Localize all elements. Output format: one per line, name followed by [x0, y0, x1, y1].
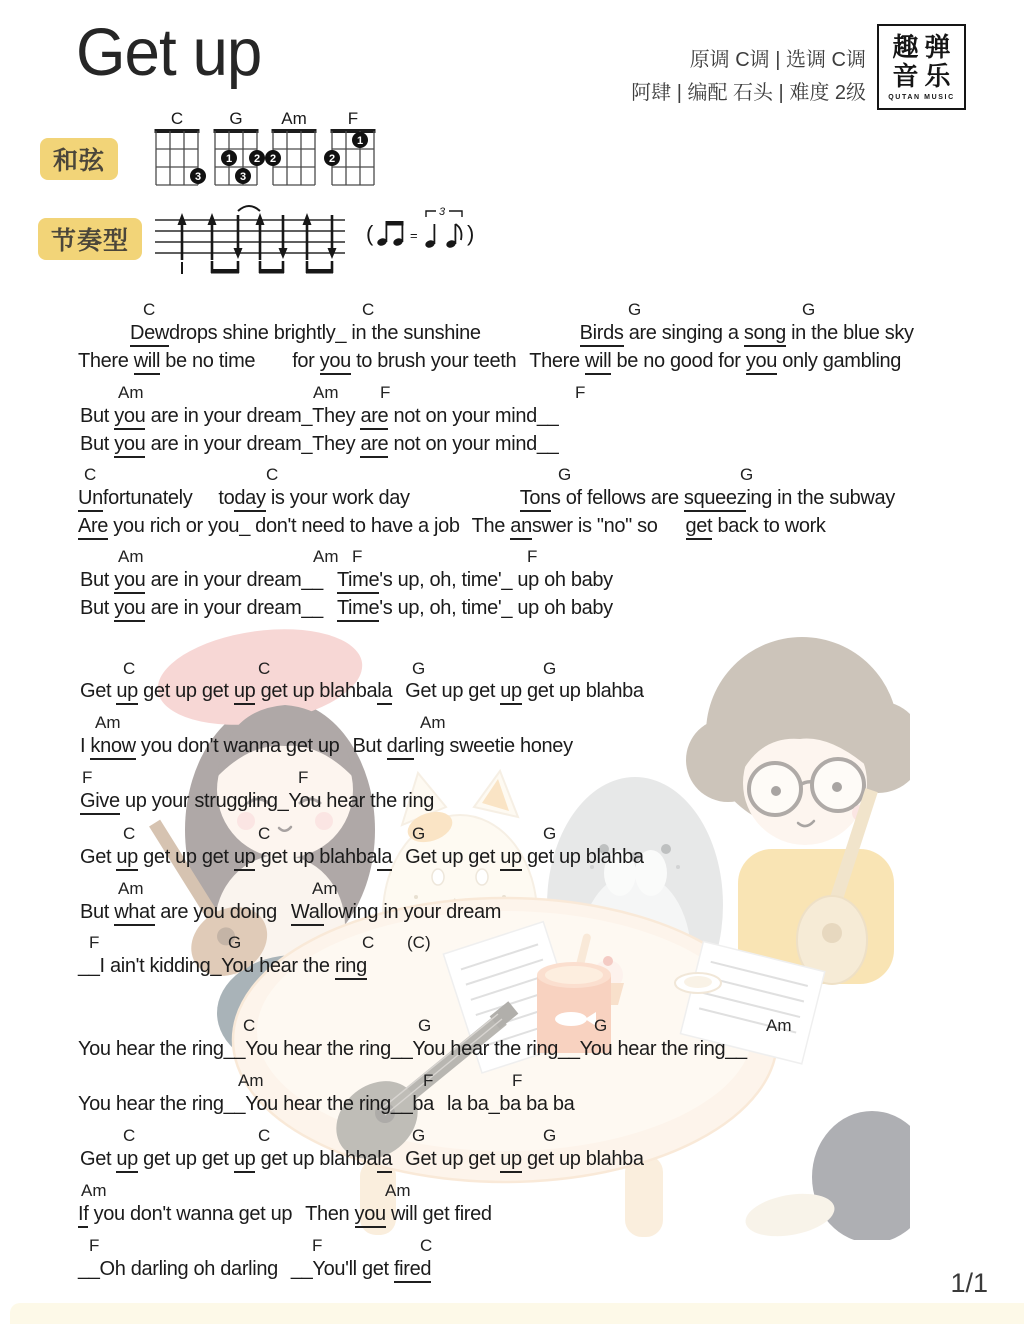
lyric-text: 's up, oh, time'_ up oh baby — [379, 569, 613, 591]
lyric-syllable-underlined: are — [360, 405, 388, 430]
chord-label: G — [740, 465, 754, 484]
lyric-line — [0, 789, 1024, 815]
chord-label: C — [258, 659, 271, 678]
chord-label: F — [89, 1236, 100, 1255]
chord-label: Am — [118, 547, 144, 566]
lyric-text: Get — [80, 1148, 117, 1170]
lyric-syllable-underlined: will — [585, 350, 611, 375]
lyric-syllable-underlined: Wal — [291, 901, 324, 926]
lyric-text: 's up, oh, time'_ up oh baby — [379, 597, 613, 619]
chord-label: G — [543, 659, 557, 678]
lyric-syllable-underlined: up — [116, 1148, 138, 1173]
lyric-gap — [460, 531, 472, 532]
lyric-text: back to work — [712, 515, 826, 537]
lyric-gap — [658, 531, 686, 532]
svg-text:): ) — [467, 221, 475, 246]
lyric-text: Get up get — [405, 1148, 501, 1170]
svg-text:F: F — [347, 109, 359, 128]
lyric-syllable-underlined: an — [510, 515, 532, 540]
chords-badge: 和弦 — [40, 138, 118, 180]
chord-line — [0, 1071, 1024, 1091]
chord-label: F — [527, 547, 538, 566]
lyric-text: are in your dream__ — [145, 597, 323, 619]
chord-label: C — [362, 300, 375, 319]
lyric-text: lowing in your dream — [323, 901, 502, 923]
lyric-text: The — [471, 515, 511, 537]
lyric-line — [0, 900, 1024, 926]
lyric-text: get up blahba — [521, 846, 644, 868]
lyric-text: get up blahba — [255, 846, 378, 868]
lyric-text: to — [218, 487, 235, 509]
lyric-line — [0, 679, 1024, 705]
svg-text:3: 3 — [439, 206, 446, 218]
lyric-text: You hear the ring__You hear the ring__ba — [78, 1093, 434, 1115]
lyric-text: are singing a — [623, 322, 744, 344]
lyric-syllable-underlined: you — [355, 1203, 386, 1228]
lyric-gap — [339, 751, 352, 752]
lyric-syllable-underlined: you — [746, 350, 777, 375]
chord-label: F — [575, 383, 586, 402]
lyric-syllable-underlined: you — [114, 569, 145, 594]
chord-label: Am — [313, 547, 339, 566]
lyric-text: be no time — [160, 350, 256, 372]
chord-line — [0, 713, 1024, 733]
chord-label: F — [82, 768, 93, 787]
lyric-text: swer is "no" so — [531, 515, 658, 537]
chord-line — [0, 933, 1024, 953]
chord-line — [0, 1236, 1024, 1256]
lyric-text: But — [80, 597, 115, 619]
lyric-syllable-underlined: ring — [335, 955, 367, 980]
chord-diagram-G — [207, 109, 265, 191]
lyric-syllable-underlined: you — [114, 405, 145, 430]
lyric-line — [0, 1092, 1024, 1118]
lyric-syllable-underlined: know — [90, 735, 135, 760]
lyric-text: drops shine brightly_ in the sunshine — [168, 322, 481, 344]
lyric-text: will get fired — [385, 1203, 492, 1225]
chord-label: F — [512, 1071, 523, 1090]
lyric-syllable-underlined: Birds — [580, 322, 624, 347]
lyric-text: There — [78, 350, 134, 372]
lyric-syllable-underlined: will — [134, 350, 160, 375]
chord-line — [0, 879, 1024, 899]
lyric-line — [0, 404, 1024, 430]
chord-label: (C) — [407, 933, 431, 952]
lyric-line — [0, 514, 1024, 540]
svg-text:1: 1 — [225, 152, 233, 165]
lyric-text: You hear the ring__You hear the ring__You hear the ring__You hear the ring__ — [78, 1038, 747, 1060]
chord-label: G — [802, 300, 816, 319]
chord-label: G — [228, 933, 242, 952]
lyric-syllable-underlined: Time — [337, 597, 379, 622]
chord-line — [0, 547, 1024, 567]
chord-label: C — [243, 1016, 256, 1035]
svg-text:Am: Am — [281, 109, 307, 128]
lyric-text: Get up get — [405, 680, 501, 702]
chord-label: G — [543, 1126, 557, 1145]
svg-text:(: ( — [366, 221, 374, 246]
lyric-syllable-underlined: up — [116, 680, 138, 705]
chord-label: Am — [238, 1071, 264, 1090]
lyric-gap — [277, 917, 291, 918]
chord-label: C — [84, 465, 97, 484]
chord-line — [0, 659, 1024, 679]
lyric-text: Get up get — [405, 846, 501, 868]
svg-text:2: 2 — [253, 152, 261, 165]
chord-label: G — [412, 1126, 426, 1145]
lyric-gap — [292, 1219, 305, 1220]
chord-label: F — [89, 933, 100, 952]
chord-label: G — [418, 1016, 432, 1035]
lyric-text: get up get — [137, 680, 234, 702]
chord-label: Am — [420, 713, 446, 732]
chord-label: F — [380, 383, 391, 402]
chord-label: F — [298, 768, 309, 787]
svg-text:G: G — [229, 109, 243, 128]
lyric-text: But — [80, 405, 115, 427]
rhythm-badge: 节奏型 — [38, 218, 142, 260]
chord-label: C — [258, 1126, 271, 1145]
svg-text:3: 3 — [239, 170, 247, 183]
lyric-syllable-underlined: If — [78, 1203, 88, 1228]
lyric-syllable-underlined: up — [500, 1148, 522, 1173]
svg-text:=: = — [410, 228, 418, 243]
lyric-text: __You'll get — [290, 1258, 394, 1280]
lyric-text: for — [292, 350, 320, 372]
chord-line — [0, 824, 1024, 844]
meta-credits-line: 阿肆 | 编配 石头 | 难度 2级 — [631, 82, 866, 104]
lyric-line — [0, 734, 1024, 760]
logo-text-2: 音乐 — [892, 61, 957, 91]
chord-diagram-C — [148, 109, 206, 191]
lyric-gap — [434, 1109, 447, 1110]
chord-label: Am — [312, 879, 338, 898]
chord-label: Am — [385, 1181, 411, 1200]
lyric-syllable-underlined: up — [500, 846, 522, 871]
chord-line — [0, 1181, 1024, 1201]
chord-line — [0, 768, 1024, 788]
chord-label: C — [362, 933, 375, 952]
meta-key-line: 原调 C调 | 选调 C调 — [689, 49, 866, 71]
lyric-text: I — [80, 735, 91, 757]
qutan-music-logo — [877, 24, 966, 110]
lyric-text: is your work day — [265, 487, 410, 509]
lyric-line — [0, 1202, 1024, 1228]
lyric-text: But — [80, 901, 115, 923]
chord-label: G — [558, 465, 572, 484]
chord-label: C — [123, 659, 136, 678]
lyric-line — [0, 432, 1024, 458]
lyric-gap — [392, 862, 405, 863]
lyric-text: But — [80, 569, 115, 591]
svg-text:1: 1 — [356, 134, 364, 147]
lyric-gap — [192, 503, 218, 504]
lyric-gap — [323, 585, 337, 586]
lyric-syllable-underlined: day — [234, 487, 265, 512]
chord-label: Am — [95, 713, 121, 732]
chord-label: Am — [118, 383, 144, 402]
lyric-text: ing in the subway — [746, 487, 895, 509]
strum-pattern — [150, 200, 490, 280]
svg-text:2: 2 — [269, 152, 277, 165]
svg-text:3: 3 — [194, 170, 202, 183]
lyric-text: But — [352, 735, 387, 757]
chord-label: Am — [313, 383, 339, 402]
lyric-text: you rich or you_ don't need to have a job — [108, 515, 460, 537]
logo-text-1: 趣弹 — [892, 31, 957, 62]
lyric-gap — [410, 503, 520, 504]
lyric-syllable-underlined: you — [114, 433, 145, 458]
chord-diagram-Am — [265, 109, 323, 191]
lyric-syllable-underlined: are — [360, 433, 388, 458]
lyric-text: you don't wanna get up — [135, 735, 340, 757]
lyric-syllable-underlined: get — [686, 515, 713, 540]
lyric-text: not on your mind__ — [388, 405, 559, 427]
chord-line — [0, 1126, 1024, 1146]
lyric-syllable-underlined: dar — [387, 735, 415, 760]
lyric-line — [0, 568, 1024, 594]
chord-line — [0, 300, 1024, 320]
lyric-gap — [516, 366, 529, 367]
chord-label: G — [543, 824, 557, 843]
chord-label: C — [123, 1126, 136, 1145]
lyric-text: are in your dream_They — [145, 433, 361, 455]
svg-text:2: 2 — [328, 152, 336, 165]
lyric-syllable-underlined: up — [500, 680, 522, 705]
lyric-text: __I ain't kidding_You hear the — [78, 955, 335, 977]
lyric-line — [0, 349, 1024, 375]
lyric-text: be no good for — [611, 350, 746, 372]
lyric-syllable-underlined: la — [377, 680, 392, 705]
chord-line — [0, 465, 1024, 485]
lyric-line — [0, 486, 1024, 512]
lyric-text: only gambling — [777, 350, 902, 372]
lyric-text: are in your dream__ — [145, 569, 323, 591]
lyric-gap — [481, 338, 580, 339]
lyric-text: not on your mind__ — [388, 433, 559, 455]
lyric-gap — [323, 613, 337, 614]
chord-label: G — [412, 824, 426, 843]
lyric-syllable-underlined: you — [114, 597, 145, 622]
lyric-syllable-underlined: up — [234, 846, 256, 871]
lyric-text: s of fellows are — [550, 487, 684, 509]
chord-label: C — [123, 824, 136, 843]
lyric-text: But — [80, 433, 115, 455]
chord-label: G — [594, 1016, 608, 1035]
chord-label: Am — [81, 1181, 107, 1200]
logo-subtext: QUTAN MUSIC — [888, 94, 955, 102]
chord-label: G — [628, 300, 642, 319]
lyric-text: There — [529, 350, 585, 372]
lyric-line — [0, 321, 1024, 347]
song-meta — [631, 44, 866, 110]
lyric-text: up your struggling_You hear the ring — [119, 790, 435, 812]
page-number: 1/1 — [950, 1268, 988, 1298]
lyric-syllable-underlined: Un — [78, 487, 103, 512]
lyric-text: Get — [80, 680, 117, 702]
lyric-text: ling sweetie honey — [414, 735, 573, 757]
lyric-text: get up blahba — [255, 1148, 378, 1170]
lyric-gap — [392, 696, 405, 697]
lyric-gap — [392, 1164, 405, 1165]
chord-label: C — [266, 465, 279, 484]
chord-diagram-F — [324, 109, 382, 191]
lyric-syllable-underlined: up — [116, 846, 138, 871]
lyric-syllable-underlined: Time — [337, 569, 379, 594]
lyric-text: fortunately — [102, 487, 193, 509]
chord-label: F — [423, 1071, 434, 1090]
lyric-syllable-underlined: la — [377, 846, 392, 871]
lyric-line — [0, 1257, 1024, 1283]
lyric-syllable-underlined: Ton — [520, 487, 551, 512]
lyric-text: get up blahba — [255, 680, 378, 702]
lyric-line — [0, 845, 1024, 871]
chord-label: C — [143, 300, 156, 319]
lyric-text: la ba_ba ba ba — [446, 1093, 575, 1115]
lyric-text: __Oh darling oh darling — [78, 1258, 278, 1280]
chord-label: Am — [766, 1016, 792, 1035]
chord-label: Am — [118, 879, 144, 898]
lyric-text: get up get — [137, 1148, 234, 1170]
lyric-text: Get — [80, 846, 117, 868]
svg-text:C: C — [170, 109, 184, 128]
lyric-text: are in your dream_They — [145, 405, 361, 427]
chord-line — [0, 383, 1024, 403]
lyric-syllable-underlined: Are — [78, 515, 108, 540]
chord-label: F — [312, 1236, 323, 1255]
lyric-text: get up get — [137, 846, 234, 868]
lyric-line — [0, 1037, 1024, 1063]
lyric-syllable-underlined: what — [114, 901, 155, 926]
lyric-syllable-underlined: up — [234, 680, 256, 705]
lyric-syllable-underlined: song — [744, 322, 786, 347]
lyric-line — [0, 1147, 1024, 1173]
lyric-text: are you doing — [155, 901, 277, 923]
chord-label: F — [352, 547, 363, 566]
lyric-text: get up blahba — [521, 1148, 644, 1170]
lyric-syllable-underlined: Give — [80, 790, 120, 815]
lyric-gap — [278, 1274, 291, 1275]
lyric-text: Then — [305, 1203, 355, 1225]
lyric-syllable-underlined: squeez — [684, 487, 746, 512]
lyric-line — [0, 954, 1024, 980]
chord-label: C — [420, 1236, 433, 1255]
chord-line — [0, 1016, 1024, 1036]
lyric-syllable-underlined: la — [377, 1148, 392, 1173]
chord-label: C — [258, 824, 271, 843]
lyric-syllable-underlined: fired — [394, 1258, 431, 1283]
lyric-text: you don't wanna get up — [88, 1203, 293, 1225]
lyric-syllable-underlined: up — [234, 1148, 256, 1173]
song-title: Get up — [76, 15, 262, 90]
lyric-syllable-underlined: Dew — [130, 322, 169, 347]
lyric-text: get up blahba — [521, 680, 644, 702]
lyric-line — [0, 596, 1024, 622]
lyric-text: to brush your teeth — [350, 350, 517, 372]
lyric-text: in the blue sky — [785, 322, 914, 344]
lyric-syllable-underlined: you — [320, 350, 351, 375]
lyric-gap — [255, 366, 292, 367]
chord-label: G — [412, 659, 426, 678]
